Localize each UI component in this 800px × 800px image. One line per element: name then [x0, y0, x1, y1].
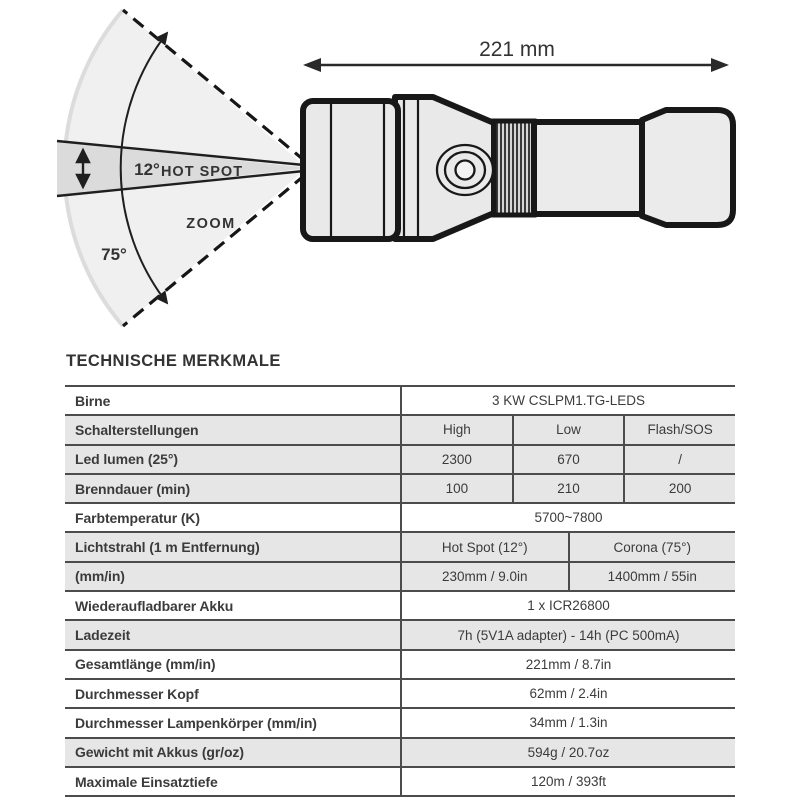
- flashlight-knurl-ring: [494, 121, 534, 215]
- table-row-durchmesser-lampenkoerper: [65, 707, 735, 736]
- spec-value: /: [623, 446, 735, 473]
- spec-value: 34mm / 1.3in: [400, 709, 735, 736]
- spec-value: 100: [400, 475, 512, 502]
- spec-label: Gesamtlänge (mm/in): [75, 656, 216, 673]
- spec-value: 120m / 393ft: [400, 768, 735, 795]
- flashlight-body: [534, 122, 642, 214]
- spec-value: Corona (75°): [568, 533, 736, 560]
- spec-value: 594g / 20.7oz: [400, 739, 735, 766]
- dimension-arrowhead-right-icon: [711, 58, 729, 72]
- length-dimension-label: 221 mm: [479, 38, 555, 61]
- spec-value: Hot Spot (12°): [400, 533, 568, 560]
- spec-label: Schalterstellungen: [75, 421, 199, 438]
- corona-angle-label: 75°: [101, 245, 127, 264]
- table-row-farbtemperatur: [65, 502, 735, 531]
- table-row-mm-in: [65, 561, 735, 590]
- spec-label: Durchmesser Lampenkörper (mm/in): [75, 714, 317, 731]
- spec-label: Lichtstrahl (1 m Entfernung): [75, 539, 260, 556]
- spec-label: Maximale Einsatztiefe: [75, 773, 218, 790]
- spec-label: (mm/in): [75, 568, 125, 585]
- spec-value: 230mm / 9.0in: [400, 563, 568, 590]
- spec-label: Ladezeit: [75, 627, 131, 644]
- table-row-lichtstrahl: [65, 531, 735, 560]
- flashlight-beam-diagram: [0, 0, 800, 352]
- spec-value: 210: [512, 475, 624, 502]
- flashlight-tailcap: [642, 110, 733, 225]
- spec-value: 1 x ICR26800: [400, 592, 735, 619]
- spec-value: 1400mm / 55in: [568, 563, 736, 590]
- spec-value: 2300: [400, 446, 512, 473]
- spec-value: 7h (5V1A adapter) - 14h (PC 500mA): [400, 621, 735, 648]
- table-row-durchmesser-kopf: [65, 678, 735, 707]
- spec-label: Wiederaufladbarer Akku: [75, 597, 234, 614]
- spec-value: High: [400, 416, 512, 443]
- spec-value: 670: [512, 446, 624, 473]
- table-row-gewicht: [65, 737, 735, 766]
- spec-value: Flash/SOS: [623, 416, 735, 443]
- spec-value: 221mm / 8.7in: [400, 651, 735, 678]
- zoom-label: ZOOM: [186, 216, 236, 232]
- spec-label: Led lumen (25°): [75, 451, 178, 468]
- spec-label: Birne: [75, 392, 111, 409]
- spec-table: [65, 385, 735, 797]
- table-row-ladezeit: [65, 619, 735, 648]
- flashlight-drawing: [303, 97, 733, 239]
- spec-label: Gewicht mit Akkus (gr/oz): [75, 744, 244, 761]
- dimension-arrowhead-left-icon: [303, 58, 321, 72]
- spec-value: 5700~7800: [400, 504, 735, 531]
- spec-value: 200: [623, 475, 735, 502]
- spec-label: Brenndauer (min): [75, 480, 191, 497]
- spec-value: 62mm / 2.4in: [400, 680, 735, 707]
- table-row-led-lumen: [65, 444, 735, 473]
- table-row-birne: [65, 385, 735, 414]
- spec-label: Durchmesser Kopf: [75, 685, 199, 702]
- power-button-center: [456, 161, 475, 180]
- table-row-einsatztiefe: [65, 766, 735, 795]
- spec-value: Low: [512, 416, 624, 443]
- spec-label: Farbtemperatur (K): [75, 509, 200, 526]
- hot-spot-label: HOT SPOT: [160, 164, 244, 180]
- spec-value: 3 KW CSLPM1.TG-LEDS: [400, 387, 735, 414]
- page-title: TECHNISCHE MERKMALE: [66, 352, 281, 370]
- table-row-schalterstellungen: [65, 414, 735, 443]
- hot-spot-angle-label: 12°: [134, 160, 160, 179]
- table-row-brenndauer: [65, 473, 735, 502]
- table-row-gesamtlaenge: [65, 649, 735, 678]
- table-row-akku: [65, 590, 735, 619]
